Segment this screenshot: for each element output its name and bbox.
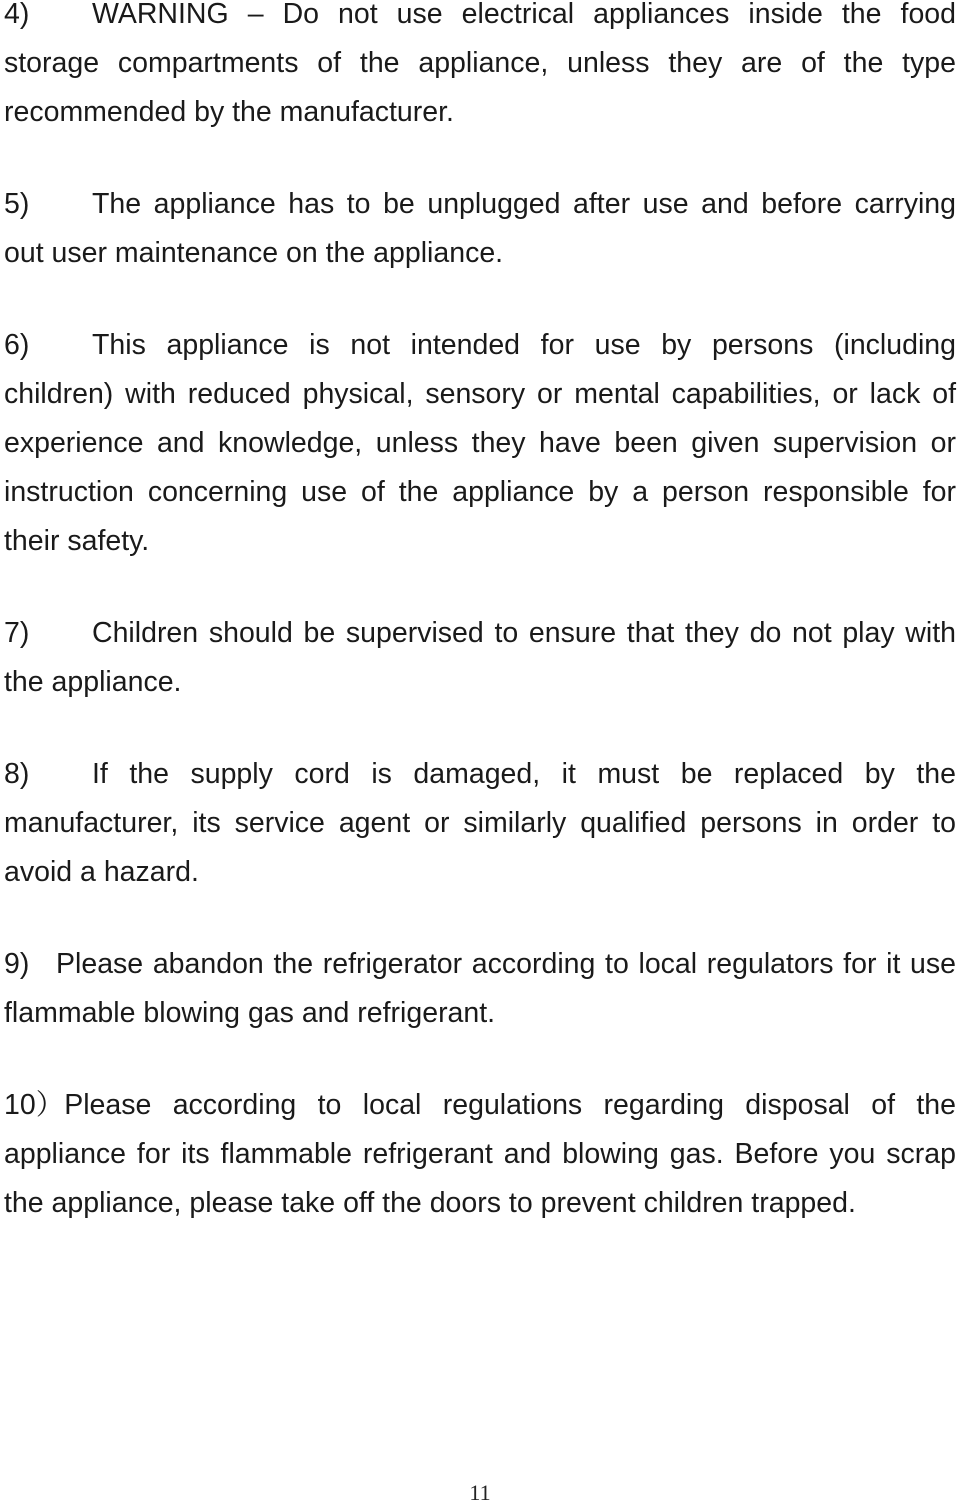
page-number: 11 (469, 1480, 491, 1505)
item-number: 10） (4, 1089, 65, 1121)
safety-item-8 (4, 750, 956, 897)
safety-item-5 (4, 180, 956, 278)
safety-item-9 (4, 940, 956, 1038)
safety-item-7 (4, 609, 956, 707)
item-number: 7) (4, 617, 30, 649)
item-number: 9) (4, 948, 30, 980)
safety-item-4 (4, 0, 956, 137)
item-text: Please according to local regulations regarding disposal of the appliance for its flammable refrigerant and blowing gas. Before you scrap the appliance, please take off the doors to prevent children trapped. (4, 1089, 956, 1219)
item-text: WARNING – Do not use electrical appliances inside the food storage compartments of the appliance, unless they are of the type recommended by the manufacturer. (4, 0, 956, 128)
item-number: 6) (4, 329, 30, 361)
item-text: Please abandon the refrigerator according to local regulators for it use flammable blowing gas and refrigerant. (4, 948, 956, 1029)
item-text: This appliance is not intended for use by persons (including children) with reduced physical, sensory or mental capabilities, or lack of experience and knowledge, unless they have been given supervision or instruction concerning use of the appliance by a person responsible for their safety. (4, 329, 956, 557)
item-text: If the supply cord is damaged, it must be replaced by the manufacturer, its service agent or similarly qualified persons in order to avoid a hazard. (4, 758, 956, 888)
item-text: The appliance has to be unplugged after use and before carrying out user maintenance on the appliance. (4, 188, 956, 269)
item-number: 8) (4, 758, 30, 790)
safety-item-10 (4, 1081, 956, 1228)
safety-item-6 (4, 321, 956, 566)
item-text: Children should be supervised to ensure that they do not play with the appliance. (4, 617, 956, 698)
item-number: 5) (4, 188, 30, 220)
document-page (4, 0, 956, 1228)
item-number: 4) (4, 0, 30, 30)
